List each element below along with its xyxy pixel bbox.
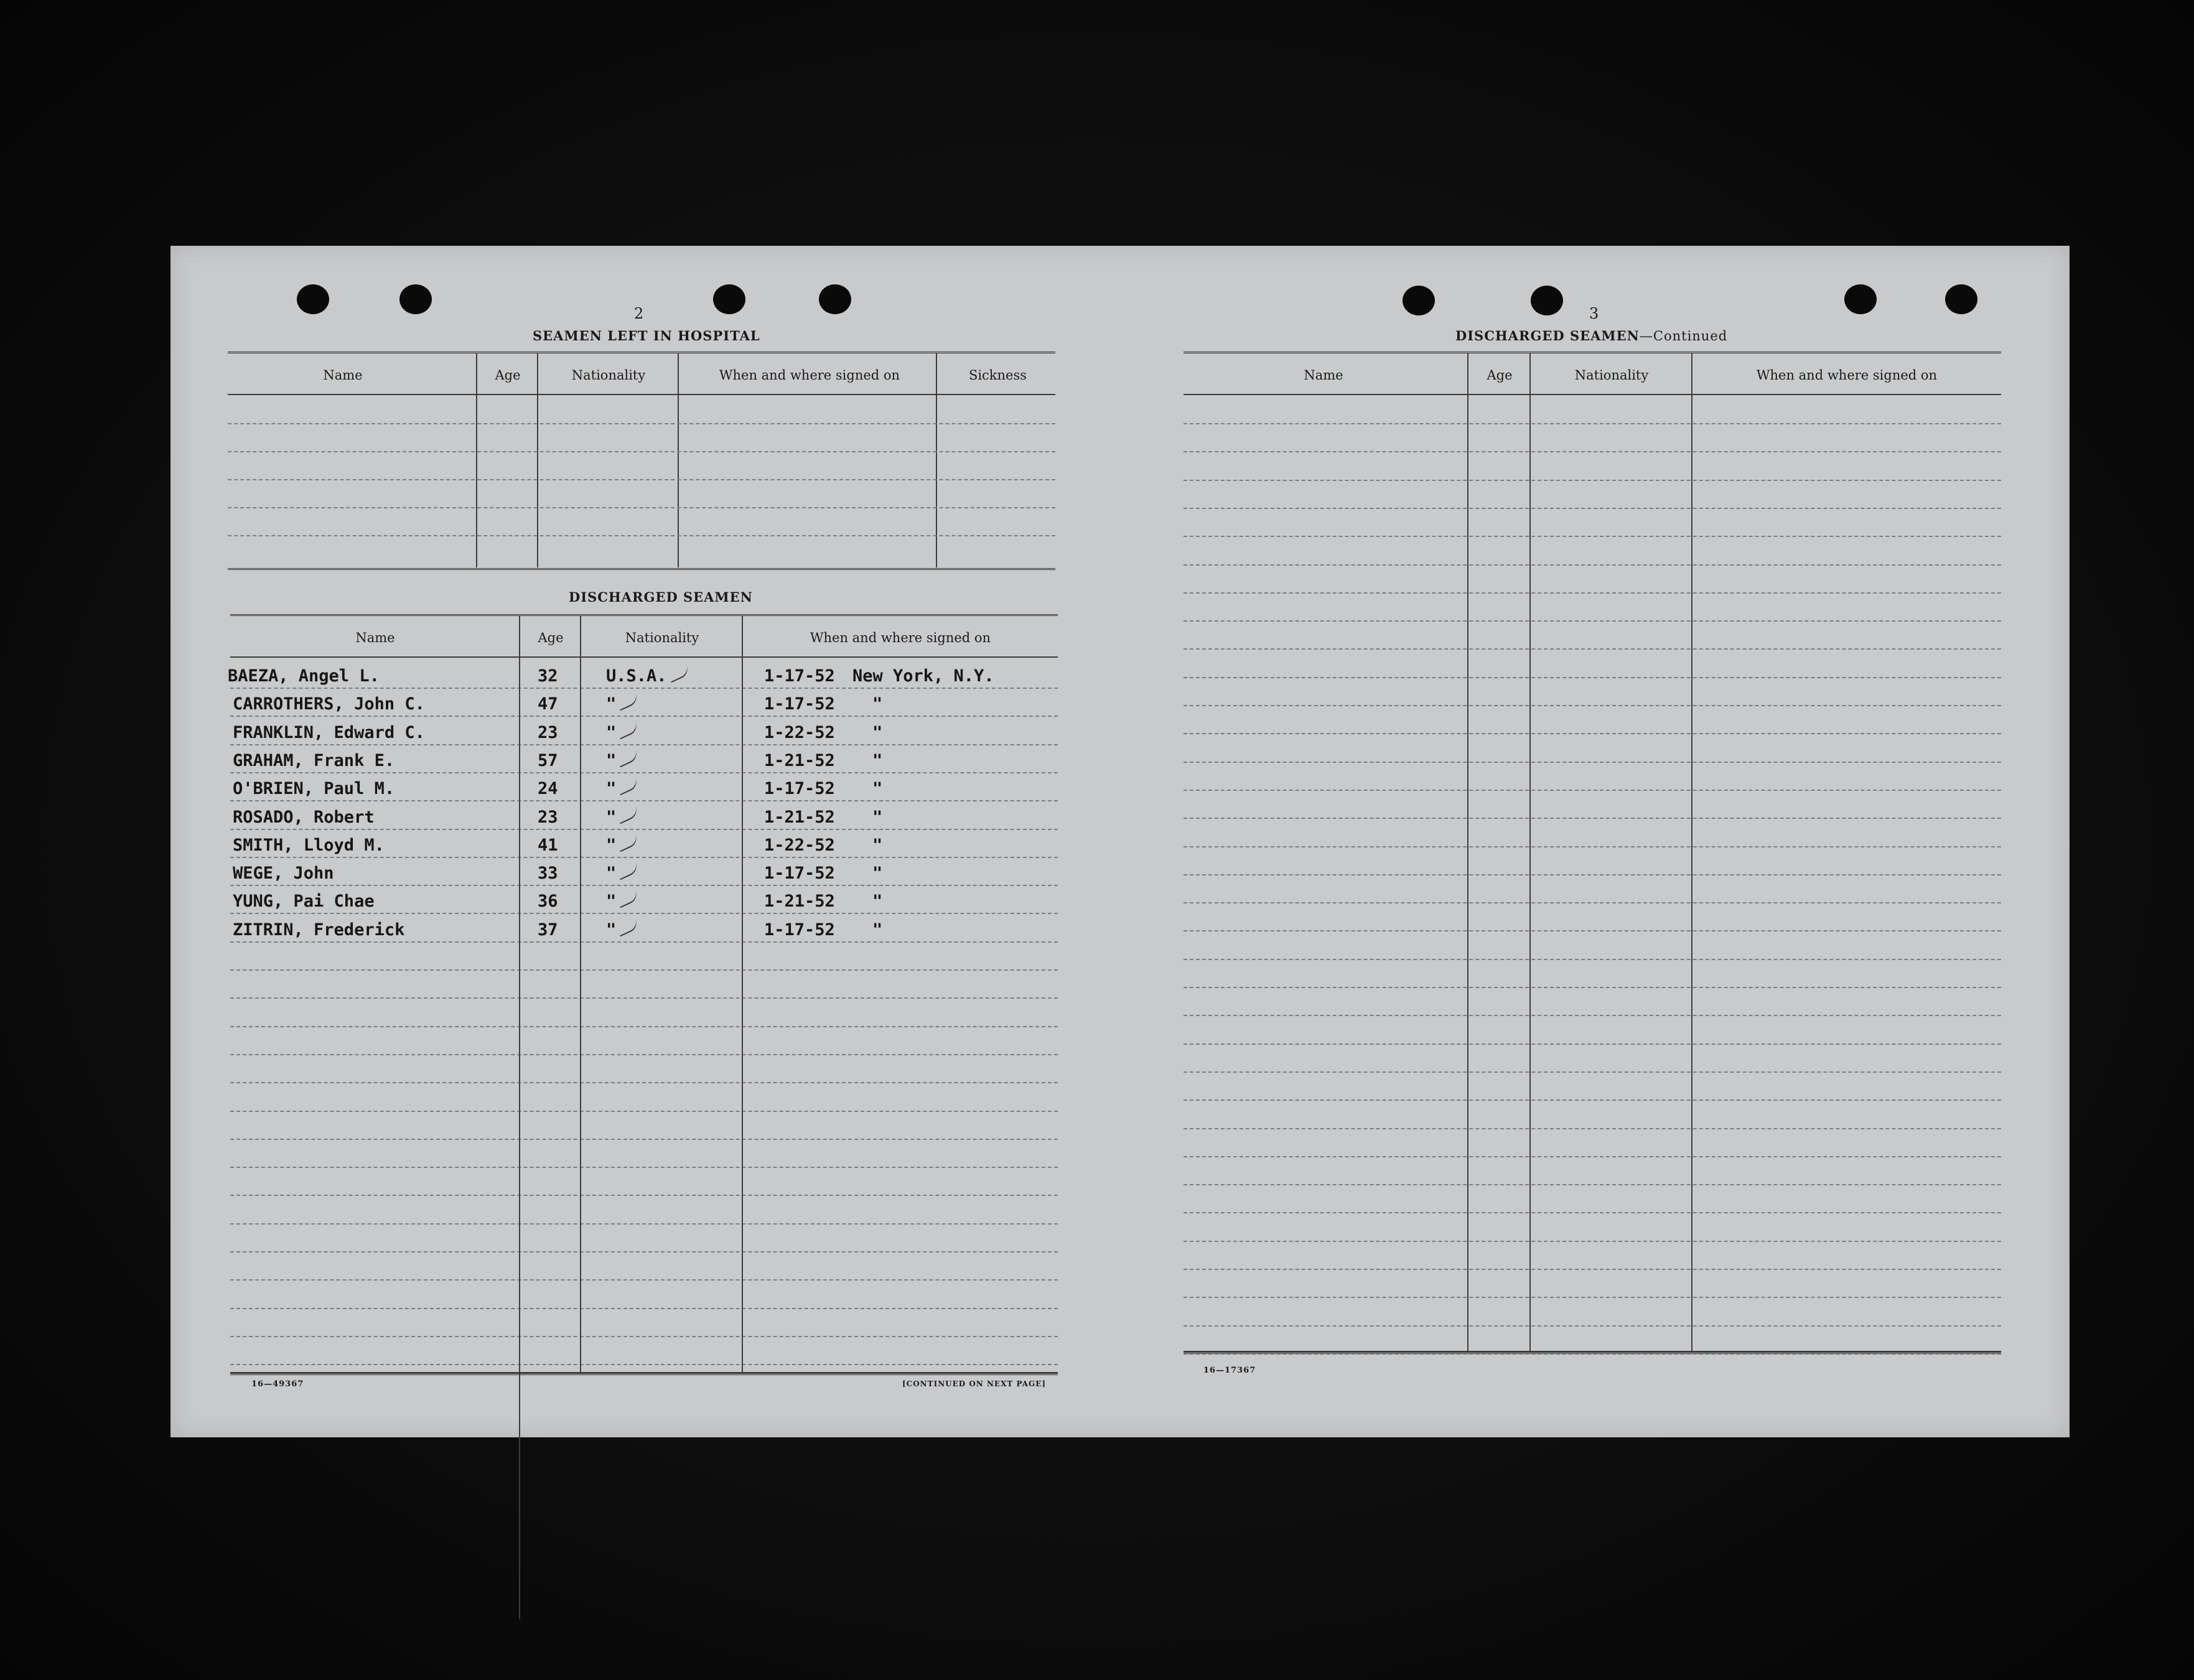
row-line <box>1183 1184 2001 1185</box>
hospital-header-signed-on: When and where signed on <box>719 368 900 383</box>
row-line <box>230 772 1058 773</box>
column-divider <box>1529 353 1531 1351</box>
discharged-section-title: DISCHARGED SEAMEN <box>569 589 753 605</box>
row-line <box>230 744 1058 745</box>
title-main: DISCHARGED SEAMEN <box>1455 328 1640 343</box>
cell-age: 23 <box>538 723 558 742</box>
column-divider <box>742 616 743 1373</box>
discharged-header-signed-on: When and where signed on <box>810 630 991 645</box>
cell-nationality: " <box>606 723 617 742</box>
row-line <box>230 1251 1058 1253</box>
cell-date: 1-21-52 <box>764 892 835 911</box>
cell-name: ROSADO, Robert <box>233 808 375 827</box>
row-line <box>1183 1325 2001 1327</box>
cell-nationality: " <box>606 836 617 855</box>
row-line <box>230 1082 1058 1083</box>
cell-place: " <box>872 779 883 798</box>
cell-date: 1-17-52 <box>764 779 835 798</box>
row-line <box>1183 1212 2001 1213</box>
row-line <box>1183 451 2001 452</box>
cell-name: GRAHAM, Frank E. <box>233 751 395 770</box>
cell-age: 57 <box>538 751 558 770</box>
cell-date: 1-21-52 <box>764 808 835 827</box>
cell-name: WEGE, John <box>233 864 334 883</box>
row-line <box>1183 1156 2001 1157</box>
cell-name: BAEZA, Angel L. <box>228 666 380 686</box>
row-line <box>1183 987 2001 988</box>
cell-nationality: " <box>606 892 617 911</box>
row-line <box>230 1364 1058 1365</box>
right-header-nationality: Nationality <box>1574 368 1649 383</box>
cell-name: CARROTHERS, John C. <box>233 694 425 714</box>
row-line <box>1183 1241 2001 1242</box>
cell-age: 23 <box>538 808 558 827</box>
cell-age: 33 <box>538 864 558 883</box>
cell-place: New York, N.Y. <box>852 666 994 686</box>
column-divider <box>1467 353 1468 1351</box>
rule <box>228 352 1055 353</box>
cell-place: " <box>872 694 883 714</box>
row-line <box>1183 423 2001 424</box>
cell-nationality: U.S.A. <box>606 666 667 686</box>
row-line <box>230 1167 1058 1168</box>
cell-name: SMITH, Lloyd M. <box>233 836 385 855</box>
row-line <box>1183 1128 2001 1129</box>
row-line <box>1183 677 2001 678</box>
right-header-age: Age <box>1487 368 1513 383</box>
title-suffix: —Continued <box>1639 329 1728 343</box>
hospital-header-sickness: Sickness <box>968 368 1027 383</box>
cell-name: FRANKLIN, Edward C. <box>233 723 425 742</box>
cell-age: 36 <box>538 892 558 911</box>
row-line <box>1183 874 2001 875</box>
row-line <box>1183 536 2001 537</box>
punch-hole <box>819 284 851 314</box>
cell-date: 1-17-52 <box>764 694 835 714</box>
column-divider <box>1691 353 1692 1351</box>
cell-date: 1-17-52 <box>764 920 835 940</box>
punch-hole <box>713 284 745 314</box>
row-line <box>1183 1297 2001 1298</box>
punch-hole <box>399 284 432 314</box>
cell-place: " <box>872 751 883 770</box>
cell-name: ZITRIN, Frederick <box>233 920 405 940</box>
row-line <box>230 941 1058 943</box>
cell-age: 37 <box>538 920 558 940</box>
page-number: 2 <box>634 305 644 322</box>
cell-date: 1-22-52 <box>764 723 835 742</box>
cell-date: 1-17-52 <box>764 666 835 686</box>
cell-nationality: " <box>606 864 617 883</box>
row-line <box>228 535 1055 536</box>
row-line <box>1183 1099 2001 1101</box>
cell-age: 47 <box>538 694 558 714</box>
cell-date: 1-22-52 <box>764 836 835 855</box>
row-line <box>228 451 1055 452</box>
form-number: 16—49367 <box>251 1379 304 1389</box>
row-line <box>230 1223 1058 1225</box>
cell-place: " <box>872 723 883 742</box>
row-line <box>230 997 1058 999</box>
cell-name: O'BRIEN, Paul M. <box>233 779 395 798</box>
row-line <box>1183 648 2001 650</box>
punch-hole <box>1945 284 1977 314</box>
row-line <box>1183 564 2001 566</box>
check-mark <box>616 862 640 880</box>
discharged-continued-title <box>1455 328 1727 343</box>
column-divider <box>580 616 581 1373</box>
check-mark <box>616 806 640 824</box>
hospital-header-name: Name <box>323 368 363 383</box>
row-line <box>1183 818 2001 819</box>
row-line <box>1183 508 2001 509</box>
row-line <box>230 969 1058 971</box>
row-line <box>1183 930 2001 931</box>
cell-nationality: " <box>606 694 617 714</box>
row-line <box>230 1308 1058 1309</box>
right-header-signed-on: When and where signed on <box>1756 368 1938 383</box>
row-line <box>230 913 1058 914</box>
row-line <box>230 857 1058 858</box>
rule <box>1183 394 2001 395</box>
cell-date: 1-17-52 <box>764 864 835 883</box>
ledger-sheet <box>170 246 2070 1437</box>
cell-place: " <box>872 920 883 940</box>
row-line <box>228 479 1055 480</box>
discharged-header-name: Name <box>355 630 395 645</box>
continued-note: [CONTINUED ON NEXT PAGE] <box>902 1379 1047 1388</box>
row-line <box>230 1139 1058 1140</box>
page-number: 3 <box>1589 305 1599 322</box>
row-line <box>1183 620 2001 622</box>
row-line <box>1183 902 2001 903</box>
check-mark <box>616 750 640 768</box>
cell-name: YUNG, Pai Chae <box>233 892 375 911</box>
rule <box>1183 1352 2001 1354</box>
row-line <box>228 423 1055 424</box>
row-line <box>1183 705 2001 706</box>
cell-age: 32 <box>538 666 558 686</box>
column-divider <box>519 616 520 1373</box>
row-line <box>230 1336 1058 1337</box>
row-line <box>230 800 1058 801</box>
row-line <box>230 829 1058 830</box>
row-line <box>230 1195 1058 1196</box>
row-line <box>230 716 1058 717</box>
punch-hole <box>1844 284 1877 314</box>
row-line <box>1183 480 2001 481</box>
cell-nationality: " <box>606 779 617 798</box>
row-line <box>1183 959 2001 960</box>
cell-place: " <box>872 808 883 827</box>
cell-nationality: " <box>606 920 617 940</box>
check-mark <box>616 722 640 740</box>
row-line <box>230 1279 1058 1281</box>
cell-date: 1-21-52 <box>764 751 835 770</box>
cell-place: " <box>872 864 883 883</box>
discharged-header-age: Age <box>538 630 564 645</box>
check-mark <box>616 890 640 908</box>
right-header-name: Name <box>1304 368 1343 383</box>
row-line <box>1183 592 2001 594</box>
row-line <box>1183 733 2001 734</box>
rule <box>230 656 1058 658</box>
form-number: 16—17367 <box>1203 1366 1256 1375</box>
rule <box>228 394 1055 395</box>
rule <box>1183 352 2001 353</box>
cell-place: " <box>872 892 883 911</box>
check-mark <box>616 778 640 796</box>
hospital-header-age: Age <box>495 368 521 383</box>
row-line <box>230 1026 1058 1027</box>
discharged-header-nationality: Nationality <box>625 630 699 645</box>
rule <box>228 568 1055 570</box>
check-mark <box>616 919 640 937</box>
row-line <box>230 1054 1058 1055</box>
row-line <box>1183 846 2001 847</box>
punch-hole <box>1531 286 1563 315</box>
row-line <box>1183 1071 2001 1073</box>
rule <box>230 614 1058 616</box>
check-mark <box>616 693 640 711</box>
row-line <box>230 688 1058 689</box>
row-line <box>228 507 1055 508</box>
check-mark <box>616 834 640 852</box>
cell-nationality: " <box>606 808 617 827</box>
row-line <box>1183 1043 2001 1045</box>
cell-age: 24 <box>538 779 558 798</box>
cell-place: " <box>872 836 883 855</box>
row-line <box>1183 762 2001 763</box>
cell-nationality: " <box>606 751 617 770</box>
row-line <box>1183 1269 2001 1270</box>
cell-age: 41 <box>538 836 558 855</box>
row-line <box>230 1111 1058 1112</box>
punch-hole <box>297 284 329 314</box>
hospital-header-nationality: Nationality <box>571 368 646 383</box>
row-line <box>230 885 1058 886</box>
row-line <box>1183 1015 2001 1016</box>
check-mark <box>667 665 691 683</box>
punch-hole <box>1403 286 1435 315</box>
hospital-section-title: SEAMEN LEFT IN HOSPITAL <box>533 328 760 343</box>
rule <box>230 1373 1058 1375</box>
row-line <box>1183 790 2001 791</box>
